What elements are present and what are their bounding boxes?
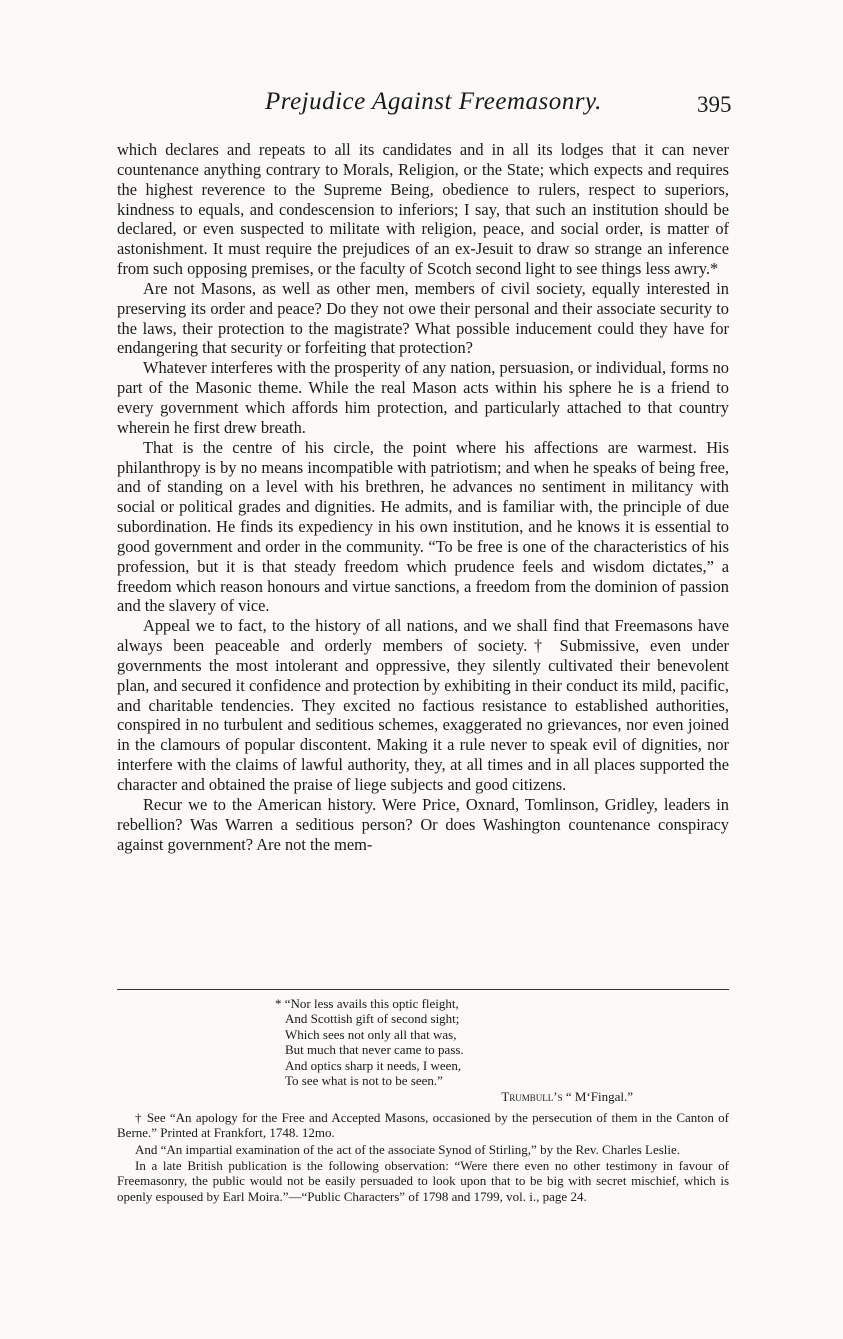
verse-line: * “Nor less avails this optic fleight,: [275, 996, 459, 1011]
paragraph-1: which declares and repeats to all its candidates and in all its lodges that it can never countenance anything contrary to Morals, Religion, or the State; which expects and requires the highest reverence to the Supreme Being, obedience to rulers, respect to superiors, kindness to equals, and condescension to inferiors; I say, that such an institution should be declared, or even suspected to militate with religion, peace, and social order, is matter of astonishment. It must require the prejudices of an ex-Jesuit to draw so strange an inference from such opposing premises, or the faculty of Scotch second light to see things less awry.*: [117, 140, 729, 279]
paragraph-5: Appeal we to fact, to the history of all nations, and we shall find that Freemasons have always been peaceable and orderly members of society.† Submissive, even under governments the most intolerant and oppressive, they silently cultivated their benevolent plan, and secured it confidence and protection by exhibiting in their conduct its mild, pacific, and charitable tendencies. They excited no factious resistance to established authorities, conspired in no turbulent and seditious schemes, exaggerated no grievances, nor even joined in the clamours of popular discontent. Making it a rule never to speak evil of dignities, nor interfere with the claims of lawful authority, they, at all times and in all places supported the character and obtained the praise of liege subjects and good citizens.: [117, 616, 729, 794]
footnote-late-publication: In a late British publication is the following observation: “Were there even no other testimony in favour of Freemasonry, the public would not be easily persuaded to look upon that to be big with secret mischief, which is openly espoused by Earl Moira.”—“Public Characters” of 1798 and 1799, vol. i., page 24.: [117, 1158, 729, 1204]
verse-attribution: [117, 1089, 729, 1104]
footnotes: [117, 996, 729, 1204]
footnote-and: And “An impartial examination of the act of the associate Synod of Stirling,” by the Rev. Charles Leslie.: [135, 1141, 681, 1157]
verse-line: Which sees not only all that was,: [285, 1026, 457, 1042]
verse-line: To see what is not to be seen.”: [285, 1073, 443, 1089]
paragraph-6: Recur we to the American history. Were Price, Oxnard, Tomlinson, Gridley, leaders in rebellion? Was Warren a seditious person? Or does Washington countenance conspiracy against government? Are not the mem-: [117, 794, 729, 854]
paragraph-3: Whatever interferes with the prosperity of any nation, persuasion, or individual, forms no part of the Masonic theme. While the real Mason acts within his sphere he is a friend to every government which affords him protection, and particularly attached to that country wherein he first drew breath.: [117, 358, 729, 437]
running-title: Prejudice Against Freemasonry.: [265, 88, 602, 115]
footnote-verse: [275, 996, 729, 1089]
page-number: 395: [697, 92, 732, 117]
page-header: [0, 88, 843, 128]
body-text: [117, 140, 729, 854]
attribution-work: “ M‘Fingal.”: [562, 1089, 633, 1105]
verse-line: But much that never came to pass.: [285, 1042, 464, 1058]
paragraph-2: Are not Masons, as well as other men, members of civil society, equally interested in preserving its order and peace? Do they not owe their personal and their associate security to the laws, their protection to the magistrate? What possible inducement could they have for endangering that security or forfeiting that protection?: [117, 278, 729, 358]
attribution-author: Trumbull’s: [501, 1089, 563, 1105]
verse-line: And Scottish gift of second sight;: [285, 1011, 460, 1027]
footnote-dagger: † See “An apology for the Free and Accepted Masons, occasioned by the persecution of them in the Canton of Berne.” Printed at Frankfort, 1748. 12mo.: [117, 1109, 729, 1141]
verse-line: And optics sharp it needs, I ween,: [285, 1057, 462, 1073]
paragraph-4: That is the centre of his circle, the point where his affections are warmest. His philanthropy is by no means incompatible with patriotism; and when he speaks of being free, and of standing on a level with his brethren, he advances no sentiment in militancy with social or political grades and dignities. He admits, and is familiar with, the principle of due subordination. He finds its expediency in his own institution, and he knows it is essential to good government and order in the community. “To be free is one of the characteristics of his profession, but it is that steady freedom which prudence feels and wisdom dictates,” a freedom which reason honours and virtue sanctions, a freedom from the dominion of passion and the slavery of vice.: [117, 437, 729, 616]
footnote-divider: [117, 989, 729, 990]
